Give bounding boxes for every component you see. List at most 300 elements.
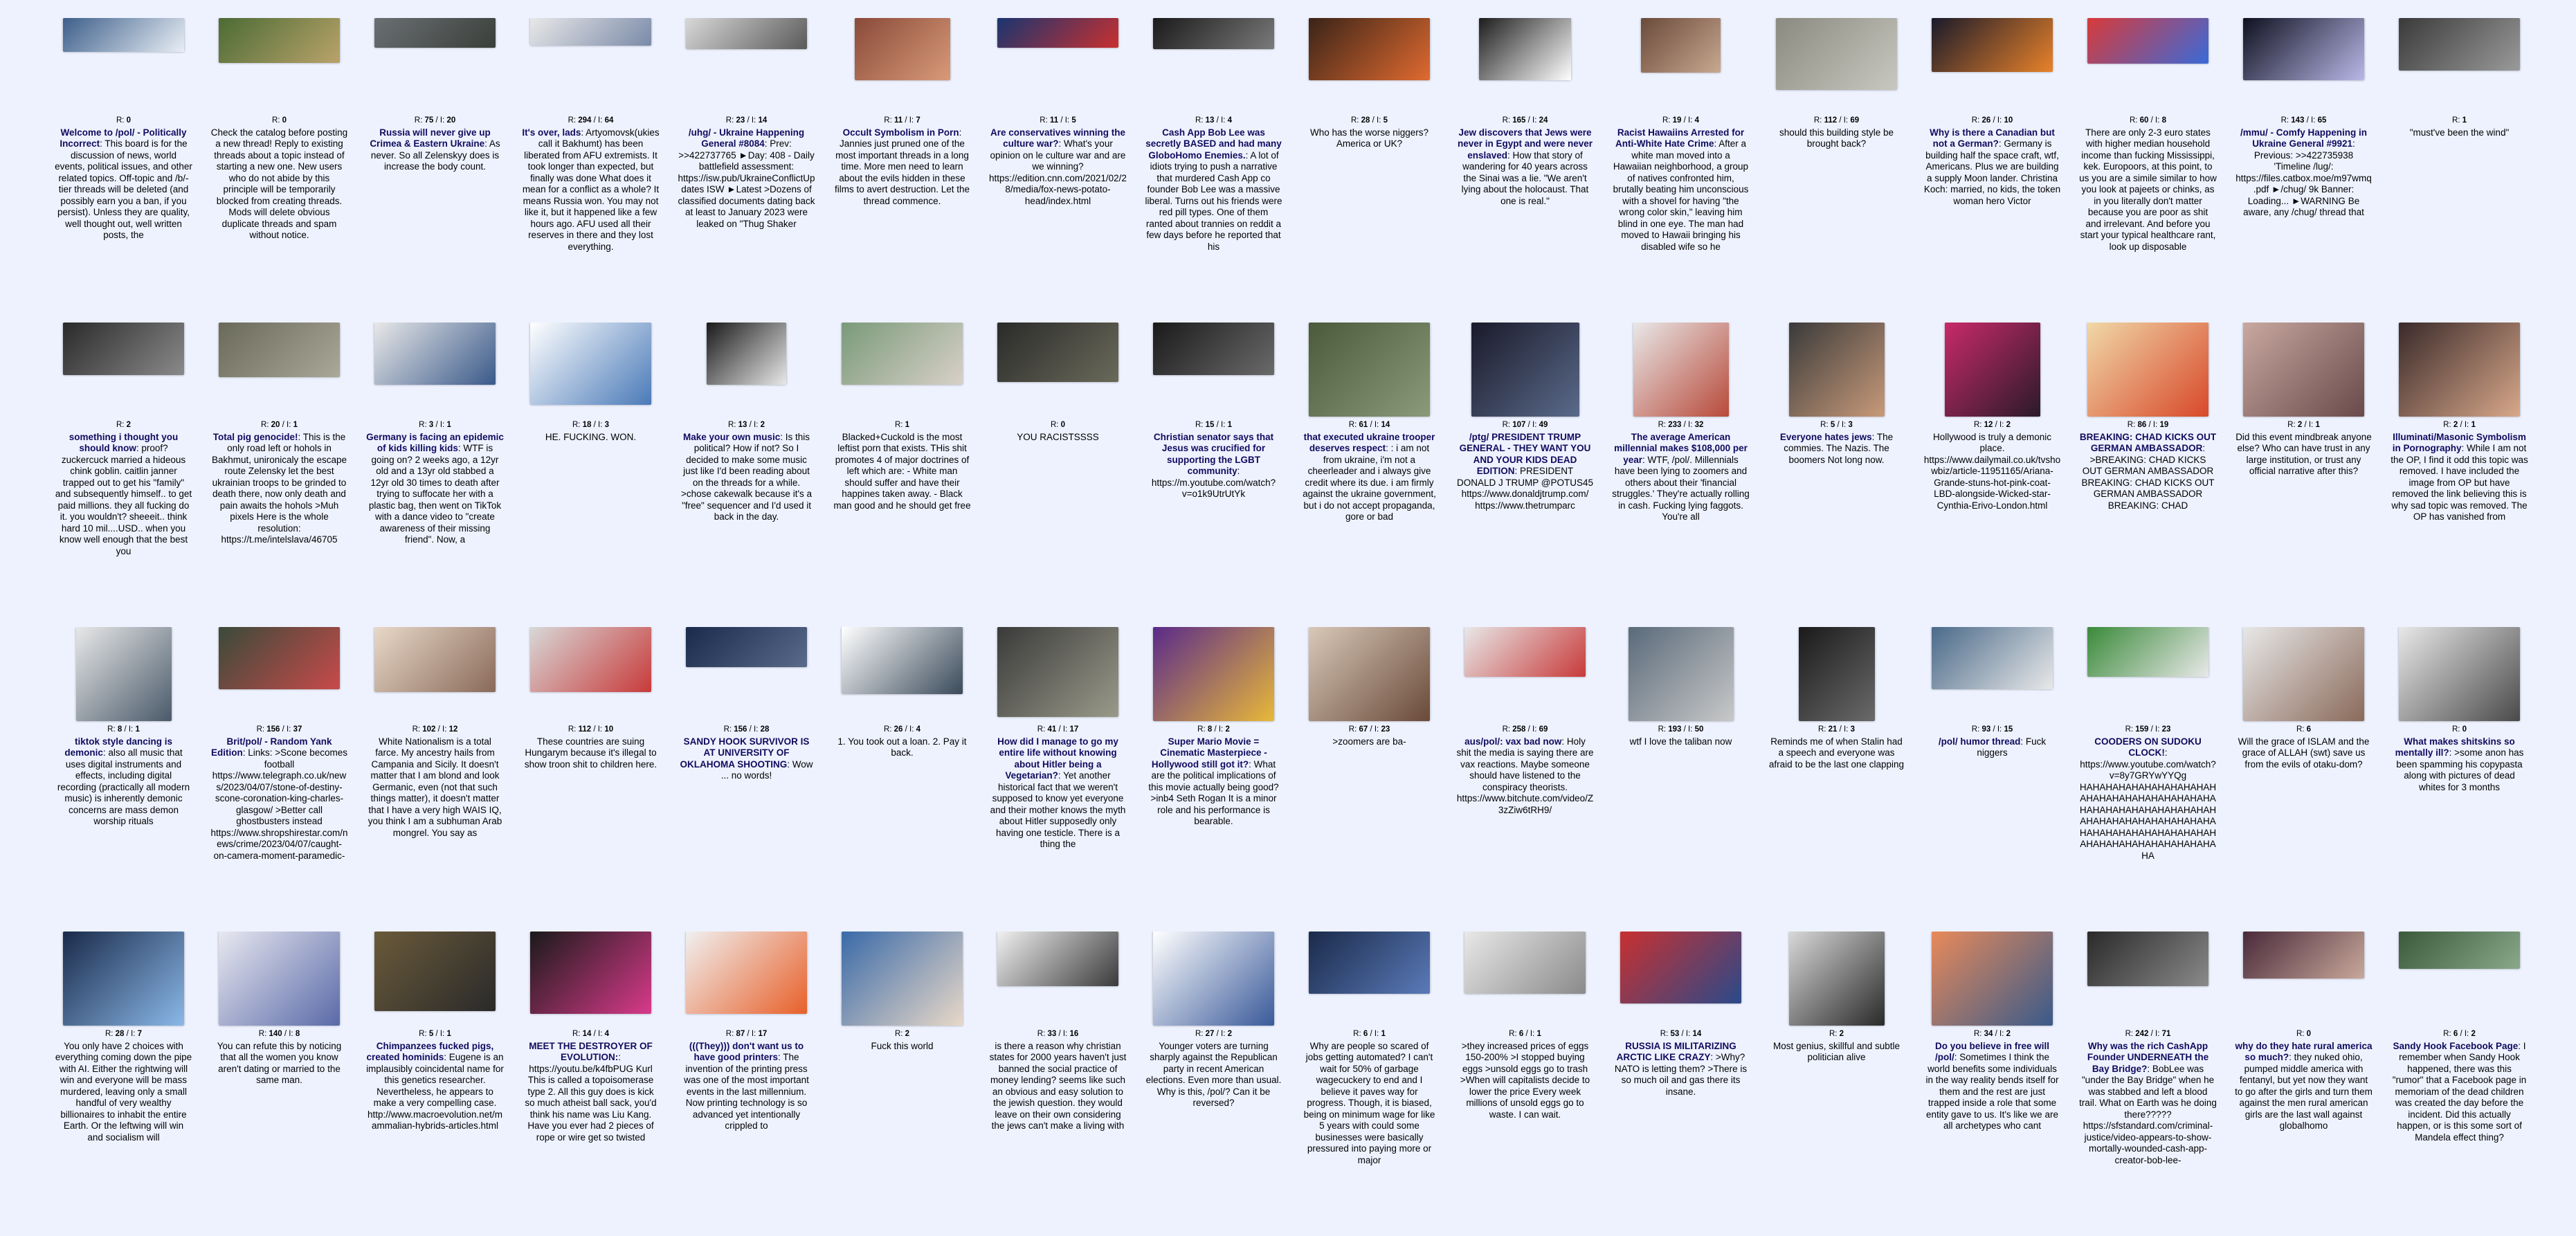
catalog-thread[interactable]: [2382, 18, 2537, 322]
thread-teaser: Russia will never give up Crimea & Eastern Ukraine: As never. So all Zelenskyy does is increase the body count.: [370, 127, 500, 172]
thread-stats: R: 2 / I: 1: [2443, 421, 2476, 429]
thread-thumbnail[interactable]: [1153, 627, 1274, 721]
thread-subject: Why is there a Canadian but not a German?: [1930, 127, 2055, 149]
thread-stats: R: 8 / I: 1: [107, 725, 140, 734]
thread-thumbnail[interactable]: [2399, 322, 2520, 417]
thread-stats: R: 156 / I: 37: [256, 725, 302, 734]
thread-body-text: The commies. The Nazis. The boomers Not long now.: [1784, 431, 1894, 465]
thread-subject: Everyone hates jews: [1779, 431, 1872, 442]
catalog-thread[interactable]: [513, 18, 669, 322]
thread-body-text: https://m.youtube.com/watch?v=o1k9UtrUtYk: [1151, 477, 1276, 499]
thread-thumbnail[interactable]: [1153, 931, 1274, 1026]
image-count: 1: [446, 1030, 451, 1038]
thread-thumbnail[interactable]: [1789, 322, 1885, 417]
thread-thumbnail-wrap: [1768, 18, 1905, 113]
image-count: 15: [2004, 725, 2013, 734]
catalog-thread[interactable]: [2070, 18, 2226, 322]
image-count: 19: [2159, 421, 2169, 429]
catalog-thread[interactable]: [1914, 931, 2070, 1236]
catalog-thread[interactable]: [1447, 627, 1603, 931]
thread-thumbnail[interactable]: [1945, 322, 2040, 417]
catalog-thread[interactable]: [669, 627, 824, 931]
catalog-thread[interactable]: [2070, 322, 2226, 627]
thread-thumbnail-wrap: [2079, 322, 2217, 418]
catalog-thread[interactable]: [2070, 931, 2226, 1236]
thread-body-text: proof? zuckercuck married a hideous chink goblin. caitlin janner trapped out to get his "family" and subsequently himself.. to get paid millions. they all fucking do it. you wouldn't? sheeeit.. think hard 10 mil....USD.. when you know well enough that the best you: [55, 443, 192, 556]
catalog-thread[interactable]: [357, 931, 513, 1236]
thread-teaser: [1300, 736, 1438, 748]
thread-thumbnail-wrap: [210, 931, 348, 1027]
thread-thumbnail-wrap: [989, 931, 1127, 1027]
thread-thumbnail[interactable]: [374, 18, 496, 48]
thread-stats: R: 0: [2296, 1030, 2312, 1038]
image-count: 1: [293, 421, 298, 429]
thread-thumbnail-wrap: [833, 627, 971, 722]
thread-subject: Occult Symbolism in Porn: [842, 127, 959, 138]
thread-teaser: [1768, 736, 1905, 771]
thread-thumbnail-wrap: [833, 322, 971, 418]
catalog-thread[interactable]: [669, 322, 824, 627]
thread-thumbnail-wrap: [1768, 627, 1905, 722]
catalog-thread[interactable]: [2382, 627, 2537, 931]
thread-thumbnail[interactable]: [1620, 931, 1741, 1003]
thread-thumbnail[interactable]: [1932, 931, 2053, 1026]
catalog-thread[interactable]: [201, 931, 357, 1236]
thread-thumbnail[interactable]: [686, 18, 807, 49]
thread-thumbnail[interactable]: [1153, 322, 1274, 375]
thread-thumbnail[interactable]: [1153, 18, 1274, 49]
image-count: 14: [1381, 421, 1390, 429]
catalog-thread[interactable]: [2382, 931, 2537, 1236]
reply-count: 67: [1359, 725, 1368, 734]
thread-subject: It's over, lads: [522, 127, 581, 138]
thread-teaser: It's over, lads: Artyomovsk(ukies call it Bakhumt) has been liberated from AFU extremists. It took longer than expected, but finally was done What does it mean for a conflict as a whole? It means Russia won. You may not like it, but it happened like a few hours ago. AFU used all their reserves in there and they lost everything.: [522, 127, 660, 252]
catalog-thread[interactable]: [1914, 322, 2070, 627]
catalog-thread[interactable]: [1291, 627, 1447, 931]
thread-body-text: : i am not from ukraine, i'm not a cheerleader and i always give credit where its due. i am firmly against the ukraine government, but i do not accept propaganda, gore or bad: [1303, 443, 1436, 522]
thread-thumbnail[interactable]: [707, 322, 786, 385]
thread-thumbnail-wrap: [1300, 931, 1438, 1027]
catalog-thread[interactable]: [669, 931, 824, 1236]
thread-thumbnail[interactable]: [2087, 18, 2208, 64]
reply-count: 86: [2137, 421, 2147, 429]
thread-teaser: [989, 432, 1127, 444]
thread-body-text: After a white man moved into a Hawaiian neighborhood, a group of natives confronted him, brutally beating him unconscious with a shovel for having "the wrong color skin," leaving him blind in one eye. The man had moved to Hawaii bringing his disabled wife so he: [1613, 138, 1749, 252]
thread-teaser: Illuminati/Masonic Symbolism in Pornography: While I am not the OP, I find it odd this topic was removed. I have included the image from OP but have removed the link believing this is why sad topic was removed. The OP has vanished from: [2391, 431, 2528, 522]
thread-teaser: [1456, 1041, 1594, 1121]
catalog-thread[interactable]: [2226, 627, 2382, 931]
thread-stats: R: 41 / I: 17: [1037, 725, 1079, 734]
reply-count: 2: [1839, 1030, 1844, 1038]
thread-thumbnail-wrap: [1300, 322, 1438, 418]
thread-body-text: I remember when Sandy Hook happened, there was this "rumor" that a Facebook page in memoriam of the dead children was created the day before the incident. Did this actually happen, or is this some sort of Mandela effect thing?: [2392, 1040, 2527, 1143]
thread-stats: R: 18 / I: 3: [572, 421, 610, 429]
thread-teaser: [1768, 127, 1905, 150]
thread-teaser: Sandy Hook Facebook Page: I remember when Sandy Hook happened, there was this "rumor" that a Facebook page in memoriam of the dead children was created the day before the incident. Did this actually happen, or is this some sort of Mandela effect thing?: [2392, 1040, 2527, 1143]
reply-count: 11: [894, 116, 903, 125]
catalog-thread[interactable]: [1447, 931, 1603, 1236]
thread-stats: R: 140 / I: 8: [258, 1030, 300, 1038]
thread-stats: R: 26 / I: 4: [883, 725, 921, 734]
catalog-thread[interactable]: [1759, 627, 1914, 931]
image-count: 1: [446, 421, 451, 429]
thread-body-text: Germany is building half the space craft, wtf, Americans. Plus we are building a supply Moon lander. Christina Koch: married, no kids, the token woman hero Victor: [1923, 138, 2061, 206]
catalog-thread[interactable]: [1136, 931, 1291, 1236]
reply-count: 8: [1207, 725, 1213, 734]
catalog-thread[interactable]: [46, 18, 201, 322]
thread-stats: R: 28 / I: 5: [1350, 116, 1388, 125]
thread-body-text: You can refute this by noticing that all the women you know aren't dating or married to the same man.: [217, 1040, 342, 1085]
thread-subject: /uhg/ - Ukraine Happening General #8084: [688, 127, 805, 149]
thread-teaser: How did I manage to go my entire life without knowing about Hitler being a Vegetarian?: Yet another historical fact that we weren't supposed to know yet everyone and their mother knows the myth about Hitler supposedly only having one testicle. There is a thing the: [990, 736, 1126, 849]
thread-thumbnail[interactable]: [686, 931, 807, 1014]
thread-thumbnail[interactable]: [2243, 322, 2364, 417]
image-count: 20: [446, 116, 456, 125]
thread-thumbnail[interactable]: [374, 931, 496, 1011]
thread-stats: R: 258 / I: 69: [1502, 725, 1548, 734]
thread-subject: SANDY HOOK SURVIVOR IS AT UNIVERSITY OF OKLAHOMA SHOOTING: [680, 736, 810, 770]
image-count: 71: [2161, 1030, 2171, 1038]
image-count: 14: [758, 116, 768, 125]
thread-thumbnail-wrap: [1456, 18, 1594, 113]
thread-thumbnail-wrap: [2235, 931, 2373, 1027]
thread-thumbnail[interactable]: [2399, 931, 2520, 969]
thread-body-text: https://www.youtube.com/watch?v=8y7GRYwYYQg HAHAHAHAHAHAHAHAHAHAHAHAHAHAHAHAHAHAHAHAHAHAHAHAHAHAHAHAHAHAHAHAHAHAHAHAHAHAHAHAHAHAHAHAHAHAHAHAHAHAHAHAHAHAHAHAHAHAHAHAHAHAHAHA: [2079, 758, 2217, 861]
catalog-thread[interactable]: [201, 322, 357, 627]
thread-thumbnail[interactable]: [219, 322, 340, 377]
thread-thumbnail-wrap: [1145, 627, 1282, 722]
thread-thumbnail[interactable]: [1799, 627, 1875, 721]
reply-count: 193: [1668, 725, 1682, 734]
thread-thumbnail[interactable]: [530, 322, 651, 405]
catalog-thread[interactable]: [1759, 931, 1914, 1236]
thread-thumbnail[interactable]: [842, 322, 963, 385]
reply-count: 0: [282, 116, 287, 125]
thread-thumbnail[interactable]: [374, 627, 496, 692]
catalog-thread[interactable]: [46, 322, 201, 627]
catalog-thread[interactable]: [1447, 322, 1603, 627]
thread-thumbnail-wrap: [1923, 627, 2061, 722]
image-count: 50: [1694, 725, 1704, 734]
thread-teaser: why do they hate rural america so much?: they nuked ohio, pumped middle america with fentanyl, but yet now they want to go after the girls and turn them against the men rural american girls are the last wall against globalhomo: [2235, 1040, 2373, 1131]
thread-teaser: aus/pol/: vax bad now: Holy shit the media is saying there are vax reactions. Maybe someone should have listened to the conspiracy theorists. https://www.bitchute.com/video/Z3zZiw6tRH9/: [1456, 736, 1594, 815]
thread-thumbnail[interactable]: [530, 18, 651, 46]
thread-stats: R: 15 / I: 1: [1195, 421, 1233, 429]
thread-thumbnail-wrap: [2391, 18, 2528, 113]
catalog-thread[interactable]: [2226, 18, 2382, 322]
thread-subject: The average American millennial makes $108,000 per year: [1614, 431, 1748, 465]
thread-subject: /ptg/ PRESIDENT TRUMP GENERAL - THEY WANT YOU AND YOUR KIDS DEAD EDITION: [1459, 431, 1591, 476]
reply-count: 2: [126, 421, 131, 429]
thread-thumbnail[interactable]: [1471, 322, 1579, 417]
thread-body-text: Fuck niggers: [1977, 736, 2047, 758]
thread-thumbnail-wrap: [366, 627, 504, 722]
thread-thumbnail-wrap: [989, 18, 1127, 113]
thread-body-text: >some anon has been spamming his copypasta along with pictures of dead whites for 3 months: [2396, 747, 2524, 792]
thread-stats: R: 1: [894, 421, 910, 429]
image-count: 23: [2161, 725, 2171, 734]
catalog-thread[interactable]: [2226, 322, 2382, 627]
reply-count: 26: [1981, 116, 1991, 125]
thread-stats: R: 33 / I: 16: [1037, 1030, 1079, 1038]
reply-count: 34: [1984, 1030, 1993, 1038]
reply-count: 1: [905, 421, 910, 429]
image-count: 2: [2471, 1030, 2476, 1038]
thread-thumbnail[interactable]: [219, 931, 340, 1026]
image-count: 2: [1227, 1030, 1233, 1038]
catalog-thread[interactable]: [1603, 322, 1759, 627]
catalog-thread[interactable]: [1603, 18, 1759, 322]
catalog-thread[interactable]: [201, 627, 357, 931]
thread-subject: RUSSIA IS MILITARIZING ARCTIC LIKE CRAZY: [1616, 1040, 1736, 1062]
reply-count: 11: [1049, 116, 1059, 125]
catalog-thread[interactable]: [357, 627, 513, 931]
thread-subject: BREAKING: CHAD KICKS OUT GERMAN AMBASSADOR: [2079, 431, 2217, 453]
thread-body-text: WTF, /pol/. Millennials have been lying to zoomers and others about their 'financial struggles.' They're actually rolling in cash. Fucking lying faggots. You're all: [1612, 454, 1750, 522]
thread-body-text: also all music that uses digital instruments and effects, including digital recording (practically all modern music) is inherently demonic concerns are mass demon worship rituals: [57, 747, 190, 826]
thread-thumbnail[interactable]: [1932, 627, 2053, 689]
catalog-thread[interactable]: [513, 627, 669, 931]
thread-teaser: Do you believe in free will /pol/: Sometimes I think the world benefits some individuals in the way reality bends itself for them and the rest are just trapped inside a role that some entity gave to us. It's like we are all archetypes who cant: [1925, 1040, 2059, 1131]
image-count: 8: [2161, 116, 2167, 125]
thread-thumbnail-wrap: [55, 931, 192, 1027]
thread-thumbnail-wrap: [2079, 931, 2217, 1027]
thread-teaser: [833, 1041, 971, 1053]
reply-count: 2: [2297, 421, 2303, 429]
catalog-thread[interactable]: [1759, 18, 1914, 322]
image-count: 32: [1694, 421, 1704, 429]
catalog-thread[interactable]: [1914, 18, 2070, 322]
thread-stats: R: 6 / I: 1: [1509, 1030, 1541, 1038]
thread-stats: R: 143 / I: 65: [2280, 116, 2327, 125]
thread-thumbnail[interactable]: [76, 627, 172, 721]
thread-thumbnail[interactable]: [374, 322, 496, 385]
thread-stats: R: 2 / I: 1: [2287, 421, 2320, 429]
thread-subject: Cash App Bob Lee was secretly BASED and had many GloboHomo Enemies.: [1145, 127, 1282, 161]
thread-teaser: [55, 1041, 192, 1144]
thread-thumbnail-wrap: [522, 931, 660, 1027]
catalog-thread[interactable]: [980, 931, 1136, 1236]
catalog-thread[interactable]: [201, 18, 357, 322]
thread-thumbnail[interactable]: [2087, 322, 2208, 417]
thread-subject: Total pig genocide!: [212, 431, 298, 442]
thread-thumbnail-wrap: [678, 18, 815, 113]
reply-count: 19: [1672, 116, 1682, 125]
thread-teaser: Racist Hawaiins Arrested for Anti-White Hate Crime: After a white man moved into a Hawaiian neighborhood, a group of natives confronted him, brutally beating him unconscious with a shovel for having "the wrong color skin," leaving him blind in one eye. The man had moved to Hawaii bringing his disabled wife so he: [1613, 127, 1749, 252]
thread-teaser: [2235, 736, 2373, 771]
thread-body-text: >zoomers are ba-: [1332, 736, 1406, 747]
catalog-thread[interactable]: [824, 931, 980, 1236]
thread-thumbnail-wrap: [678, 627, 815, 722]
thread-thumbnail[interactable]: [1789, 931, 1885, 1026]
reply-count: 2: [905, 1030, 910, 1038]
thread-thumbnail-wrap: [1923, 322, 2061, 418]
thread-stats: R: 294 / I: 64: [568, 116, 614, 125]
thread-stats: R: 2: [894, 1030, 910, 1038]
thread-thumbnail-wrap: [2235, 322, 2373, 418]
catalog-thread[interactable]: [1447, 18, 1603, 322]
thread-thumbnail[interactable]: [530, 931, 651, 1014]
thread-thumbnail[interactable]: [842, 627, 963, 694]
catalog-thread[interactable]: [669, 18, 824, 322]
thread-stats: R: 75 / I: 20: [414, 116, 456, 125]
thread-thumbnail[interactable]: [1309, 931, 1430, 994]
catalog-thread[interactable]: [2070, 627, 2226, 931]
thread-teaser: /mmu/ - Comfy Happening in Ukraine General #9921: Previous: >>422735938 'Timeline /lug/: https://files.catbox.moe/m97wmq.pdf ►/chug/ 9k Banner: Loading... ►WARNING Be aware, any /chug/ thread that: [2235, 127, 2372, 217]
thread-body-text: wtf I love the taliban now: [1629, 736, 1732, 747]
thread-thumbnail[interactable]: [1629, 627, 1734, 721]
thread-thumbnail[interactable]: [2243, 18, 2364, 80]
image-count: 8: [295, 1030, 300, 1038]
catalog-thread[interactable]: [46, 627, 201, 931]
thread-thumbnail[interactable]: [997, 627, 1118, 717]
catalog-thread[interactable]: [46, 931, 201, 1236]
thread-thumbnail[interactable]: [997, 18, 1118, 48]
thread-thumbnail[interactable]: [997, 931, 1118, 986]
image-count: 1: [1381, 1030, 1386, 1038]
thread-thumbnail[interactable]: [1464, 931, 1586, 994]
thread-thumbnail-wrap: [833, 931, 971, 1027]
thread-thumbnail[interactable]: [2399, 18, 2520, 71]
thread-teaser: Christian senator says that Jesus was crucified for supporting the LGBT community: https://m.youtube.com/watch?v=o1k9UtrUtYk: [1151, 431, 1276, 499]
thread-stats: R: 242 / I: 71: [2125, 1030, 2171, 1038]
thread-thumbnail-wrap: [833, 18, 971, 113]
thread-thumbnail[interactable]: [1309, 18, 1430, 80]
reply-count: 14: [582, 1030, 592, 1038]
thread-body-text: Who has the worse niggers? America or UK?: [1309, 127, 1429, 149]
thread-thumbnail[interactable]: [530, 627, 651, 692]
thread-thumbnail[interactable]: [63, 322, 184, 375]
thread-thumbnail-wrap: [1923, 931, 2061, 1027]
reply-count: 28: [115, 1030, 125, 1038]
thread-thumbnail[interactable]: [1932, 18, 2053, 72]
thread-stats: R: 61 / I: 14: [1348, 421, 1390, 429]
thread-thumbnail[interactable]: [2399, 627, 2520, 721]
catalog-thread[interactable]: [357, 322, 513, 627]
thread-body-text: Hollywood is truly a demonic place. https://www.dailymail.co.uk/tvshowbiz/article-11951165/Ariana-Grande-stuns-hot-pink-coat-LBD-alongside-Wicked-star-Cynthia-Erivo-London.html: [1923, 431, 2061, 511]
thread-stats: R: 1: [2451, 116, 2467, 125]
thread-thumbnail[interactable]: [1776, 18, 1897, 90]
thread-subject: Jew discovers that Jews were never in Egypt and were never enslaved: [1457, 127, 1593, 161]
image-count: 14: [1692, 1030, 1702, 1038]
thread-teaser: [522, 736, 660, 771]
thread-subject: Do you believe in free will /pol/: [1934, 1040, 2050, 1062]
catalog-thread[interactable]: [1291, 18, 1447, 322]
thread-thumbnail[interactable]: [1479, 18, 1571, 80]
thread-teaser: COODERS ON SUDOKU CLOCK!: https://www.youtube.com/watch?v=8y7GRYwYYQg HAHAHAHAHAHAHAHAHAHAHAHAHAHAHAHAHAHAHAHAHAHAHAHAHAHAHAHAHAHAHAHAHAHAHAHAHAHAHAHAHAHAHAHAHAHAHAHAHAHAHAHAHAHAHAHAHAHAHAHAHAHAHAHA: [2079, 736, 2217, 861]
thread-thumbnail[interactable]: [219, 627, 340, 689]
reply-count: 112: [578, 725, 592, 734]
thread-thumbnail[interactable]: [1464, 627, 1586, 677]
thread-thumbnail-wrap: [522, 322, 660, 418]
thread-thumbnail[interactable]: [2087, 627, 2208, 677]
catalog-thread[interactable]: [824, 627, 980, 931]
catalog-thread[interactable]: [1136, 627, 1291, 931]
thread-thumbnail[interactable]: [1309, 322, 1430, 417]
thread-thumbnail[interactable]: [2243, 627, 2364, 721]
catalog-thread[interactable]: [980, 627, 1136, 931]
image-count: 12: [448, 725, 458, 734]
image-count: 10: [604, 725, 614, 734]
thread-subject: /mmu/ - Comfy Happening in Ukraine General #9921: [2240, 127, 2367, 149]
thread-thumbnail[interactable]: [2243, 931, 2364, 979]
catalog-thread[interactable]: [980, 322, 1136, 627]
thread-thumbnail[interactable]: [842, 931, 963, 1026]
image-count: 3: [1850, 725, 1856, 734]
thread-stats: R: 6 / I: 2: [2443, 1030, 2476, 1038]
thread-thumbnail-wrap: [210, 18, 348, 113]
thread-body-text: Younger voters are turning sharply against the Republican party in recent American elections. Even more than usual. Why is this, /pol/? Can it be reversed?: [1145, 1040, 1282, 1108]
catalog-thread[interactable]: [1291, 322, 1447, 627]
thread-teaser: /uhg/ - Ukraine Happening General #8084: Prev: >>422737765 ►Day: 408 - Daily battlefield assessment: https://isw.pub/UkraineConflictUpdates ISW ►Latest >Dozens of classified documents dating back at least to January 2023 were leaked on "Thug Shaker: [678, 127, 815, 229]
thread-thumbnail[interactable]: [2087, 931, 2208, 986]
catalog-thread[interactable]: [2382, 322, 2537, 627]
reply-count: 0: [2462, 725, 2467, 734]
catalog-thread[interactable]: [980, 18, 1136, 322]
catalog-thread[interactable]: [1136, 322, 1291, 627]
thread-thumbnail[interactable]: [1633, 322, 1729, 417]
thread-teaser: Are conservatives winning the culture war?: What's your opinion on le culture war and are we winning? https://edition.cnn.com/2021/02/28/media/fox-news-potato-head/index.html: [989, 127, 1127, 206]
catalog-thread[interactable]: [1603, 627, 1759, 931]
catalog-thread[interactable]: [1136, 18, 1291, 322]
thread-teaser: /pol/ humor thread: Fuck niggers: [1938, 736, 2047, 758]
thread-teaser: (((They))) don't want us to have good printers: The invention of the printing press was one of the most important events in the last millennium. Now printing technology is so advanced yet intentionally crippled to: [684, 1040, 809, 1131]
catalog-thread[interactable]: [1603, 931, 1759, 1236]
thread-body-text: Did this event mindbreak anyone else? Who can have trust in any large institution, or trust any official narrative after this?: [2235, 431, 2372, 476]
catalog-thread[interactable]: [824, 322, 980, 627]
thread-thumbnail[interactable]: [1309, 627, 1430, 721]
thread-thumbnail[interactable]: [997, 322, 1118, 382]
thread-thumbnail[interactable]: [686, 627, 807, 667]
thread-stats: R: 0: [271, 116, 287, 125]
thread-body-text: https://youtu.be/k4fbPUG Kurl This is called a topoisomerase type 2. All this guy does is kick so much atheist ball sack, you'd think his name was Liu Kang. Have you ever had 2 pieces of rope or wire get so twisted: [525, 1063, 657, 1143]
thread-body-text: Reminds me of when Stalin had a speech and everyone was afraid to be the last one clapping: [1768, 736, 1905, 770]
thread-body-text: While I am not the OP, I find it odd this topic was removed. I have included the image from OP but have removed the link believing this is why sad topic was removed. The OP has vanished from: [2391, 443, 2528, 522]
thread-thumbnail-wrap: [522, 627, 660, 722]
thread-thumbnail[interactable]: [1641, 18, 1721, 73]
thread-thumbnail-wrap: [366, 18, 504, 113]
image-count: 1: [1536, 1030, 1541, 1038]
thread-teaser: [1768, 1041, 1905, 1064]
thread-thumbnail[interactable]: [855, 18, 950, 80]
thread-teaser: RUSSIA IS MILITARIZING ARCTIC LIKE CRAZY: >Why? NATO is letting them? >There is so much oil and gas there its insane.: [1614, 1040, 1748, 1097]
thread-thumbnail[interactable]: [63, 931, 184, 1026]
thread-teaser: Total pig genocide!: This is the only road left or hohols in Bakhmut, unironicaly the escape route Zelensky let the best ukrainian troops to be grinded to death there, now only death and pain awaits the hohols >Muh pixels Here is the whole resolution: https://t.me/intelslava/46705: [211, 431, 347, 545]
thread-body-text: BobLee was "under the Bay Bridge" when he was stabbed and left a blood trail. What on Earth was he doing there????? https://sfstandard.com/criminal-justice/video-appears-to-show-mortally-wounded-cash-app-creator-bob-lee-: [2079, 1063, 2217, 1165]
thread-teaser: [210, 1041, 348, 1087]
catalog-thread[interactable]: [2226, 931, 2382, 1236]
thread-subject: COODERS ON SUDOKU CLOCK!: [2094, 736, 2202, 758]
thread-teaser: tiktok style dancing is demonic: also all music that uses digital instruments and effects, including digital recording (practically all modern music) is inherently demonic concerns are mass demon worship rituals: [57, 736, 190, 826]
catalog-thread[interactable]: [357, 18, 513, 322]
catalog-thread[interactable]: [513, 322, 669, 627]
catalog-thread[interactable]: [1291, 931, 1447, 1236]
thread-body-text: White Nationalism is a total farce. My ancestry hails from Campania and Sicily. It doesn't matter that I am blond and look Germanic, even (not that such things matter), it doesn't matter that I have a very high WAIS IQ, you think I am a subhuman Arab mongrel. You say as: [368, 736, 502, 838]
catalog-thread[interactable]: [513, 931, 669, 1236]
thread-body-text: PRESIDENT DONALD J TRUMP @POTUS45 https://www.donaldjtrump.com/ https://www.thetrumparc: [1457, 466, 1593, 511]
thread-thumbnail[interactable]: [219, 18, 340, 63]
thread-subject: that executed ukraine trooper deserves respect: [1303, 431, 1435, 453]
thread-thumbnail[interactable]: [63, 18, 184, 52]
catalog-thread[interactable]: [1914, 627, 2070, 931]
thread-body-text: What are the political implications of this movie actually being good? >inb4 Seth Rogan It is a minor role and his performance is bearable.: [1148, 758, 1279, 826]
thread-teaser: What makes shitskins so mentally ill?: >some anon has been spamming his copypasta along with pictures of dead whites for 3 months: [2395, 736, 2524, 792]
catalog-thread[interactable]: [1759, 322, 1914, 627]
thread-subject: Why was the rich CashApp Founder UNDERNEATH the Bay Bridge?: [2087, 1040, 2209, 1074]
catalog-thread[interactable]: [824, 18, 980, 322]
thread-thumbnail-wrap: [1145, 322, 1282, 418]
reply-count: 93: [1981, 725, 1991, 734]
